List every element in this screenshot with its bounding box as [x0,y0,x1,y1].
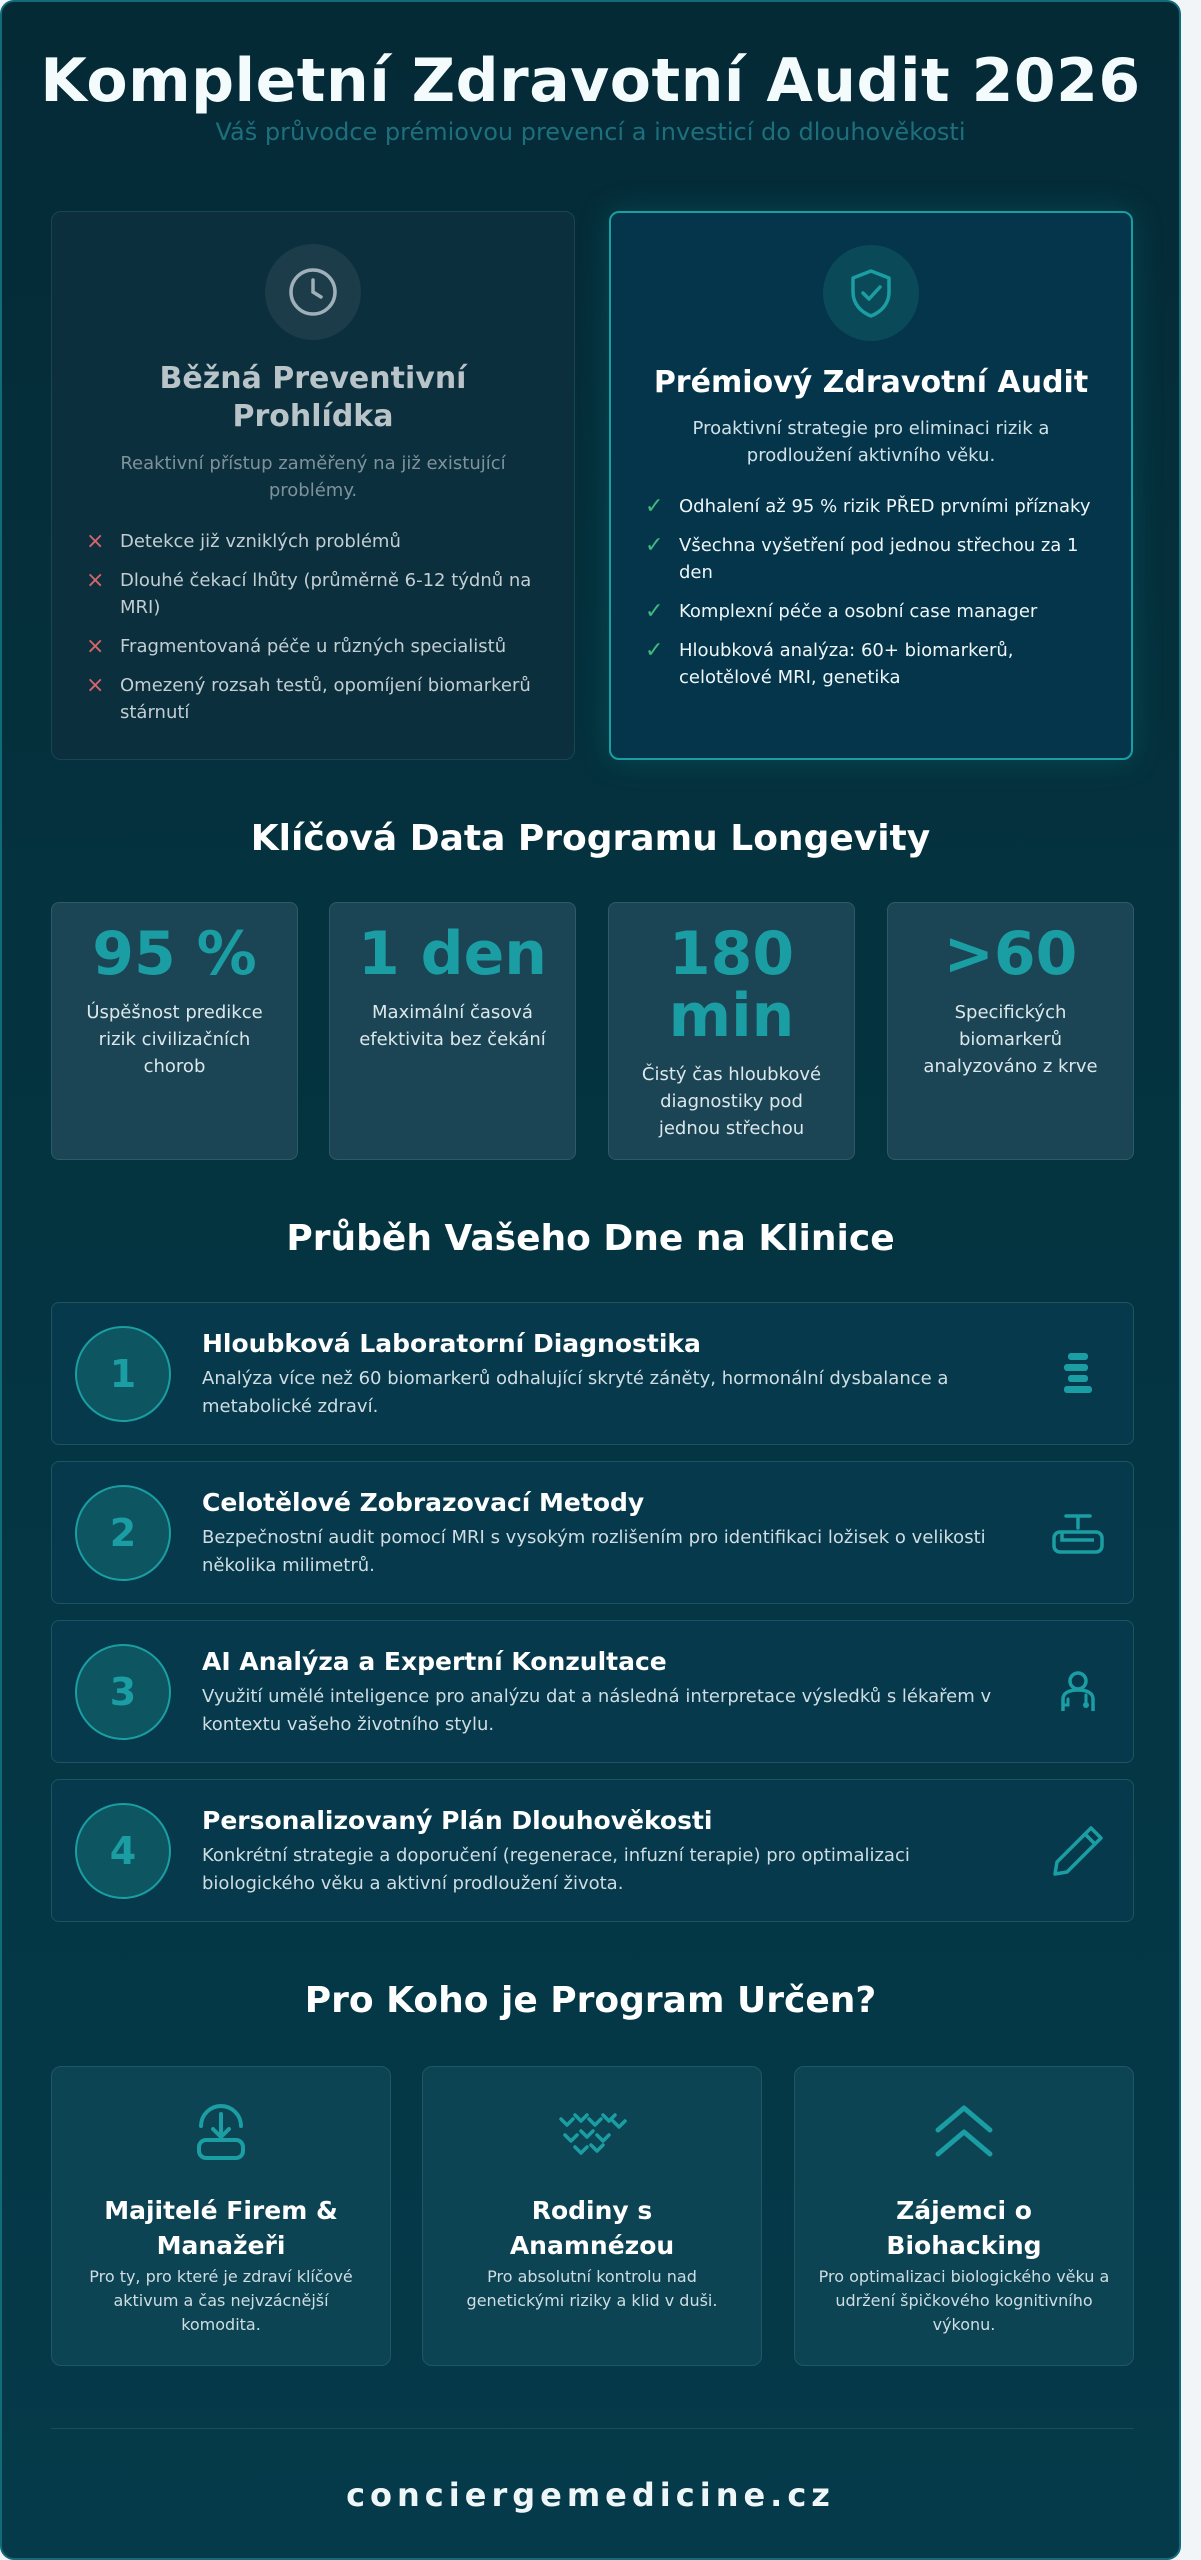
cross-icon: × [86,634,105,659]
check-icon: ✓ [645,599,664,624]
step-title: Hloubková Laboratorní Diagnostika [202,1329,701,1358]
list-item: ✓ Odhalení až 95 % rizik PŘED prvními příznaky [645,494,1091,519]
audience-card [51,2066,391,2366]
check-icon: ✓ [645,494,664,519]
page-subtitle: Váš průvodce prémiovou prevencí a investicí do dlouhověkosti [215,118,966,146]
clock-icon [265,244,361,340]
step-description: Využití umělé inteligence pro analýzu dat a následná interpretace výsledků s lékařem v kontextu vašeho životního stylu. [202,1686,992,1735]
step-title: Personalizovaný Plán Dlouhověkosti [202,1806,713,1835]
premium-card-description: Proaktivní strategie pro eliminaci rizik a prodloužení aktivního věku. [692,418,1050,466]
step-description: Konkrétní strategie a doporučení (regenerace, infuzní terapie) pro optimalizaci biologického věku a aktivní prodloužení života. [202,1845,910,1894]
list-item: × Dlouhé čekací lhůty (průměrně 6-12 týdnů na MRI) [86,568,532,618]
stats-section-title: Klíčová Data Programu Longevity [250,818,931,859]
doctor-icon [1043,1657,1113,1727]
check-icon: ✓ [645,638,664,663]
step-number: 2 [75,1485,171,1581]
stat-value: >60 [943,919,1078,989]
audience-card [794,2066,1134,2366]
check-icon: ✓ [645,533,664,558]
cross-icon: × [86,568,105,593]
list-item: × Fragmentovaná péče u různých specialistů [86,634,507,659]
audience-card [422,2066,762,2366]
standard-card-description: Reaktivní přístup zaměřený na již existující problémy. [120,453,506,501]
audience-description: Pro optimalizaci biologického věku a udržení špičkového kognitivního výkonu. [818,2267,1110,2334]
cross-icon: × [86,529,105,554]
audience-description: Pro ty, pro které je zdraví klíčové aktivum a čas nejvzácnější komodita. [89,2267,353,2334]
list-item: × Omezený rozsah testů, opomíjení biomarkerů stárnutí [86,673,531,723]
step-title: Celotělové Zobrazovací Metody [202,1488,645,1517]
stat-label: Úspěšnost predikce rizik civilizačních chorob [86,1002,263,1077]
list-item: ✓ Všechna vyšetření pod jednou střechou za 1 den [645,533,1079,583]
audience-section-title: Pro Koho je Program Určen? [304,1980,877,2021]
stat-card [51,902,298,1160]
shield-check-icon [823,245,919,341]
dna-chevrons-icon [557,2097,627,2167]
page-title: Kompletní Zdravotní Audit 2026 [40,46,1141,116]
step-number: 1 [75,1326,171,1422]
step-title: AI Analýza a Expertní Konzultace [202,1647,667,1676]
stat-value: 180 min [668,919,795,1051]
step-card [51,1461,1134,1604]
step-number: 4 [75,1803,171,1899]
step-card [51,1302,1134,1445]
premium-audit-card [609,211,1133,760]
stat-card [608,902,855,1160]
audience-title: Majitelé Firem & Manažeři [104,2196,338,2260]
standard-card-title: Běžná Preventivní Prohlídka [159,361,467,434]
stat-card [887,902,1134,1160]
standard-checkup-card [51,211,575,760]
audience-title: Rodiny s Anamnézou [509,2196,675,2260]
download-tray-icon [186,2097,256,2167]
stat-value: 95 % [92,919,257,989]
audience-description: Pro absolutní kontrolu nad genetickými riziky a klid v duši. [466,2267,718,2310]
pen-icon [1043,1816,1113,1886]
stat-label: Specifických biomarkerů analyzováno z krve [923,1002,1098,1077]
double-chevron-up-icon [929,2097,999,2167]
step-card [51,1620,1134,1763]
stat-label: Maximální časová efektivita bez čekání [359,1002,546,1050]
premium-card-title: Prémiový Zdravotní Audit [653,365,1089,400]
footer-divider [51,2428,1134,2429]
stat-card [329,902,576,1160]
standard-drawbacks-list [84,528,534,738]
mri-scanner-icon [1043,1498,1113,1568]
footer-website: conciergemedicine.cz [346,2476,835,2514]
lab-tubes-icon [1043,1339,1113,1409]
audience-title: Zájemci o Biohacking [886,2196,1042,2260]
list-item: × Detekce již vzniklých problémů [86,529,401,554]
step-description: Analýza více než 60 biomarkerů odhalující skryté záněty, hormonální dysbalance a metabolické zdraví. [202,1368,949,1417]
premium-benefits-list [643,493,1091,703]
stat-label: Čistý čas hloubkové diagnostiky pod jednou střechou [641,1064,822,1139]
steps-section-title: Průběh Vašeho Dne na Klinice [286,1218,895,1259]
stat-value: 1 den [358,919,547,989]
step-card [51,1779,1134,1922]
cross-icon: × [86,673,105,698]
list-item: ✓ Hloubková analýza: 60+ biomarkerů, celotělové MRI, genetika [645,638,1014,688]
step-number: 3 [75,1644,171,1740]
list-item: ✓ Komplexní péče a osobní case manager [645,599,1038,624]
step-description: Bezpečnostní audit pomocí MRI s vysokým rozlišením pro identifikaci ložisek o velikosti několika milimetrů. [202,1527,986,1576]
